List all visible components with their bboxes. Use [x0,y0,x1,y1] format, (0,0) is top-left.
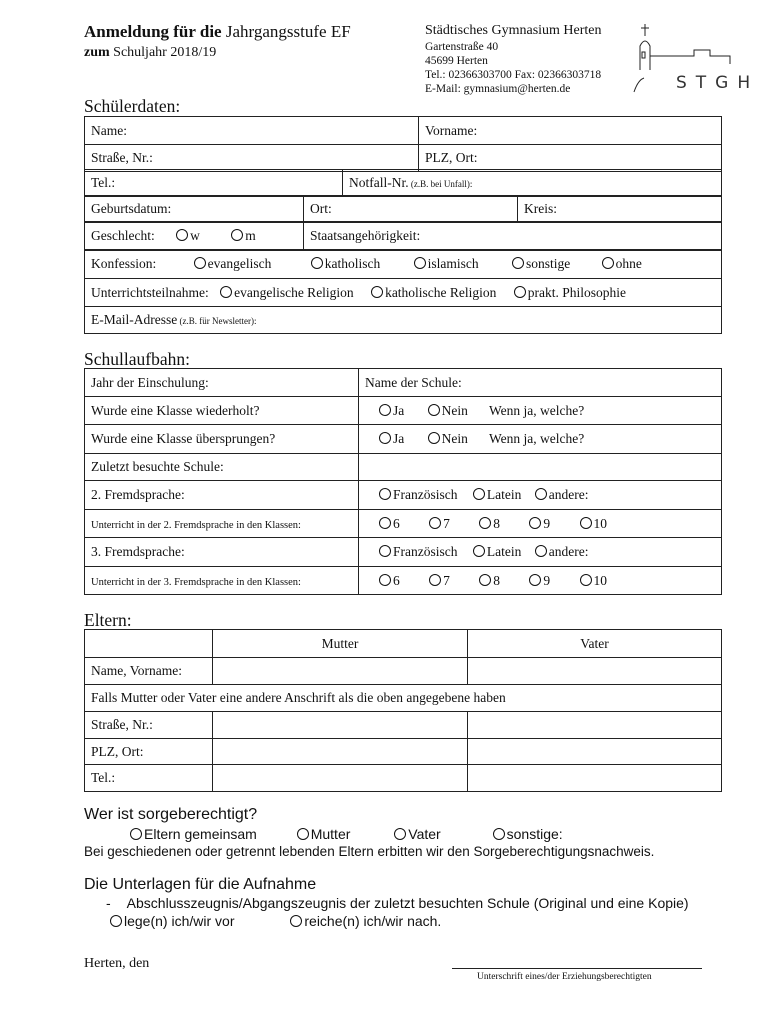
church-logo-icon [634,22,760,94]
radio-katholisch[interactable] [311,257,323,269]
bullet-dash: - [106,895,111,911]
mutter-plz-field[interactable] [213,739,468,765]
unterricht-row: Unterrichtsteilnahme: evangelische Religion katholische Religion prakt. Philosophie [85,279,722,307]
geburtsdatum-field[interactable]: Geburtsdatum: [85,196,304,223]
radio-reiche-nach[interactable] [290,915,302,927]
radio-uebersprungen-nein[interactable] [428,432,440,444]
signature-line[interactable] [452,968,702,969]
unterlagen-options: lege(n) ich/wir vor reiche(n) ich/wir nach. [110,913,441,929]
plz-ort-field[interactable]: PLZ, Ort: [419,145,722,172]
logo-text: STGH [676,73,760,93]
school-city: 45699 Herten [425,55,488,67]
radio-fs3-franzoesisch[interactable] [379,545,391,557]
vater-plz-field[interactable] [468,739,722,765]
radio-sonstige[interactable] [512,257,524,269]
radio-fs3-latein[interactable] [473,545,485,557]
sorge-note: Bei geschiedenen oder getrennt lebenden Eltern erbitten wir den Sorgeberechtigungsnachweis. [84,844,655,859]
schueler-table-geb [84,195,722,223]
radio-fs2-klasse-9[interactable] [529,517,541,529]
section-heading-schueler: Schülerdaten: [84,96,181,116]
unterricht3-options: 6 7 8 9 10 [359,567,722,595]
kreis-field[interactable]: Kreis: [518,196,722,223]
radio-lege-vor[interactable] [110,915,122,927]
radio-sorge-mutter[interactable] [297,828,309,840]
mutter-name-field[interactable] [213,658,468,685]
radio-sorge-vater[interactable] [394,828,406,840]
fs2-label: 2. Fremdsprache: [85,481,359,510]
zuletzt-label: Zuletzt besuchte Schule: [85,454,359,481]
radio-fs2-franzoesisch[interactable] [379,488,391,500]
radio-kath-religion[interactable] [371,286,383,298]
mutter-strasse-field[interactable] [213,712,468,739]
form-title [84,22,351,42]
eltern-plz-label: PLZ, Ort: [85,739,213,765]
school-address [425,24,602,96]
name-schule-field[interactable]: Name der Schule: [359,369,722,397]
email-field[interactable]: E-Mail-Adresse (z.B. für Newsletter): [85,307,722,334]
radio-fs2-klasse-8[interactable] [479,517,491,529]
title-bold: Anmeldung für die [84,22,222,41]
radio-uebersprungen-ja[interactable] [379,432,391,444]
signature-caption: Unterschrift eines/der Erziehungsberechtigten [477,972,652,982]
schullaufbahn-table [84,368,722,595]
wiederholt-options: Ja Nein Wenn ja, welche? [359,397,722,425]
vater-header: Vater [468,630,722,658]
vater-strasse-field[interactable] [468,712,722,739]
mutter-tel-field[interactable] [213,765,468,792]
school-street: Gartenstraße 40 [425,41,499,53]
uebersprungen-label: Wurde eine Klasse übersprungen? [85,425,359,454]
unterricht2-label: Unterricht in der 2. Fremdsprache in den Klassen: [85,510,359,538]
radio-islamisch[interactable] [414,257,426,269]
radio-evangelisch[interactable] [194,257,206,269]
radio-wiederholt-nein[interactable] [428,404,440,416]
title-rest: Jahrgangsstufe EF [221,22,351,41]
notfall-field[interactable]: Notfall-Nr. (z.B. bei Unfall): [343,170,722,197]
eltern-tel-label: Tel.: [85,765,213,792]
form-subtitle [84,45,216,61]
radio-m[interactable] [231,229,243,241]
radio-w[interactable] [176,229,188,241]
section-heading-unterlagen: Die Unterlagen für die Aufnahme [84,876,317,893]
wiederholt-label: Wurde eine Klasse wiederholt? [85,397,359,425]
radio-philosophie[interactable] [514,286,526,298]
schueler-table-geschlecht [84,221,722,251]
unterricht3-label: Unterricht in der 3. Fremdsprache in den Klassen: [85,567,359,595]
eltern-falls-note: Falls Mutter oder Vater eine andere Anschrift als die oben angegebene haben [85,685,722,712]
ort-field[interactable]: Ort: [304,196,518,223]
einschulung-field[interactable]: Jahr der Einschulung: [85,369,359,397]
radio-fs2-klasse-6[interactable] [379,517,391,529]
staat-field[interactable]: Staatsangehörigkeit: [304,222,722,251]
vater-name-field[interactable] [468,658,722,685]
fs3-label: 3. Fremdsprache: [85,538,359,567]
tel-field[interactable]: Tel.: [85,170,343,197]
radio-fs2-latein[interactable] [473,488,485,500]
school-logo [634,22,760,94]
zuletzt-field[interactable] [359,454,722,481]
uebersprungen-options: Ja Nein Wenn ja, welche? [359,425,722,454]
radio-sorge-eltern[interactable] [130,828,142,840]
radio-fs2-klasse-10[interactable] [580,517,592,529]
radio-fs3-klasse-6[interactable] [379,574,391,586]
schueler-table [84,116,722,172]
fs2-options: Französisch Latein andere: [359,481,722,510]
section-heading-eltern: Eltern: [84,610,132,630]
name-field[interactable]: Name: [85,117,419,145]
unterlagen-item: - Abschlusszeugnis/Abgangszeugnis der zuletzt besuchten Schule (Original und eine Kopie) [106,895,689,911]
radio-ev-religion[interactable] [220,286,232,298]
subtitle-rest: Schuljahr 2018/19 [109,45,217,60]
sorge-options: Eltern gemeinsam Mutter Vater sonstige: [130,826,563,842]
vater-tel-field[interactable] [468,765,722,792]
section-heading-sorge: Wer ist sorgeberechtigt? [84,806,258,823]
schueler-table-konf [84,249,722,334]
radio-fs3-klasse-8[interactable] [479,574,491,586]
section-heading-schullaufbahn: Schullaufbahn: [84,349,190,369]
unterricht2-options: 6 7 8 9 10 [359,510,722,538]
strasse-field[interactable]: Straße, Nr.: [85,145,419,172]
radio-fs2-andere[interactable] [535,488,547,500]
schueler-table-tel [84,169,722,197]
radio-fs3-klasse-9[interactable] [529,574,541,586]
geschlecht-row: Geschlecht: w m [85,222,304,251]
subtitle-bold: zum [84,45,110,60]
school-tel-fax: Tel.: 02366303700 Fax: 02366303718 [425,69,602,81]
eltern-name-label: Name, Vorname: [85,658,213,685]
mutter-header: Mutter [213,630,468,658]
konfession-row: Konfession: evangelisch katholisch islamisch sonstige ohne [85,250,722,279]
radio-fs3-klasse-10[interactable] [580,574,592,586]
vorname-field[interactable]: Vorname: [419,117,722,145]
place-date: Herten, den [84,956,150,971]
radio-wiederholt-ja[interactable] [379,404,391,416]
radio-sorge-sonstige[interactable] [493,828,505,840]
school-email: E-Mail: gymnasium@herten.de [425,83,571,95]
radio-fs3-andere[interactable] [535,545,547,557]
school-name: Städtisches Gymnasium Herten [425,23,602,38]
radio-fs2-klasse-7[interactable] [429,517,441,529]
eltern-corner [85,630,213,658]
radio-ohne[interactable] [602,257,614,269]
radio-fs3-klasse-7[interactable] [429,574,441,586]
fs3-options: Französisch Latein andere: [359,538,722,567]
eltern-strasse-label: Straße, Nr.: [85,712,213,739]
eltern-table [84,629,722,792]
